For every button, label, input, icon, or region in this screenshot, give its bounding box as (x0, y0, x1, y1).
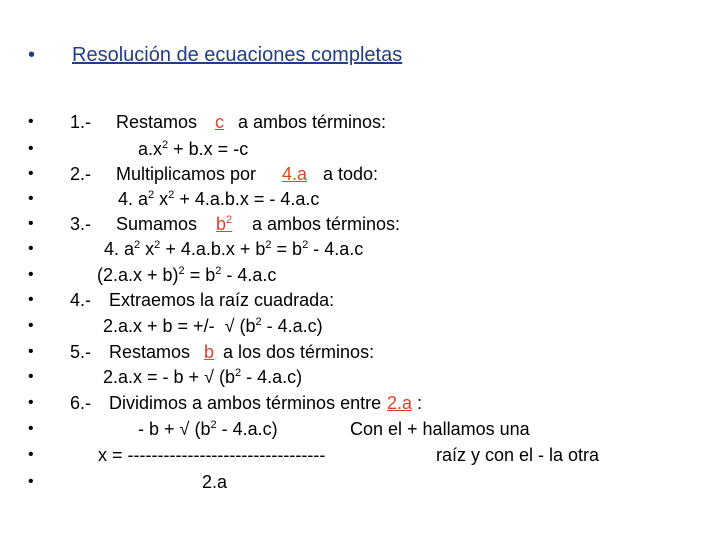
step-text: Restamos (116, 112, 198, 132)
bullet: • (28, 394, 34, 411)
step-text: Extraemos la raíz cuadrada: (109, 290, 335, 310)
bullet: • (28, 215, 34, 232)
step-number: 6.- (70, 393, 92, 413)
equation-text: 4. $a^2$ $x^2 + 4.a.b.x$ = - 4.a.c (118, 189, 320, 209)
step-text: Sumamos (116, 214, 198, 234)
step-text: Multiplicamos por (116, 164, 257, 184)
note-text: raíz y con el - la otra (436, 445, 600, 465)
slide-title-row (28, 44, 402, 67)
step-text: : (417, 393, 423, 413)
bullet: • (28, 190, 34, 207)
bullet: • (28, 446, 34, 463)
step-number: 1.- (70, 112, 92, 132)
bullet: • (28, 473, 34, 490)
denominator-text: 2.a (202, 472, 228, 492)
step-number: 3.- (70, 214, 92, 234)
sqrt-symbol: √ (179, 419, 190, 439)
bullet: • (28, 266, 34, 283)
step-text: Restamos (109, 342, 191, 362)
fraction-line: x = --------------------------------- (98, 445, 326, 465)
bullet: • (28, 140, 34, 157)
sqrt-symbol: √ (224, 316, 235, 336)
bullet: • (28, 113, 34, 130)
bullet: • (28, 368, 34, 385)
equation-text: $a.x^2 + b.x = -c$ (138, 139, 249, 159)
bullet: • (28, 165, 34, 182)
bullet: • (28, 44, 36, 66)
step-number: 4.- (70, 290, 92, 310)
equation-text: 4. $a^2$ $x^2 + 4.a.b.x + b^2 = b^2 - 4.a.c$ (104, 239, 364, 259)
highlight-term: $b^2$ (216, 214, 233, 234)
step-text: a ambos términos: (252, 214, 401, 234)
step-number: 5.- (70, 342, 92, 362)
equation-text: $(2.a.x + b)^2 = b^2 - 4.a.c$ (97, 265, 277, 285)
equation-text: 2.a.x + b = +/- √ $(b^2 - 4.a.c)$ (103, 316, 323, 336)
bullet: • (28, 317, 34, 334)
bullet: • (28, 240, 34, 257)
highlight-term: b (204, 342, 215, 362)
equation-text: - b + √ $(b^2 - 4.a.c)$ (138, 419, 278, 439)
bullet: • (28, 420, 34, 437)
step-number: 2.- (70, 164, 92, 184)
step-text: a todo: (323, 164, 379, 184)
page-title: Resolución de ecuaciones completas (72, 44, 403, 66)
highlight-term: 2.a (387, 393, 413, 413)
step-text: a los dos términos: (223, 342, 375, 362)
bullet: • (28, 291, 34, 308)
highlight-term: 4.a (282, 164, 308, 184)
step-text: a ambos términos: (238, 112, 387, 132)
step-text: Dividimos a ambos términos entre (109, 393, 382, 413)
sqrt-symbol: √ (204, 367, 214, 387)
equation-text: 2.a.x = - b + √ $(b^2 - 4.a.c)$ (103, 367, 303, 387)
highlight-term: c (215, 112, 224, 132)
bullet: • (28, 343, 34, 360)
note-text: Con el + hallamos una (350, 419, 530, 439)
